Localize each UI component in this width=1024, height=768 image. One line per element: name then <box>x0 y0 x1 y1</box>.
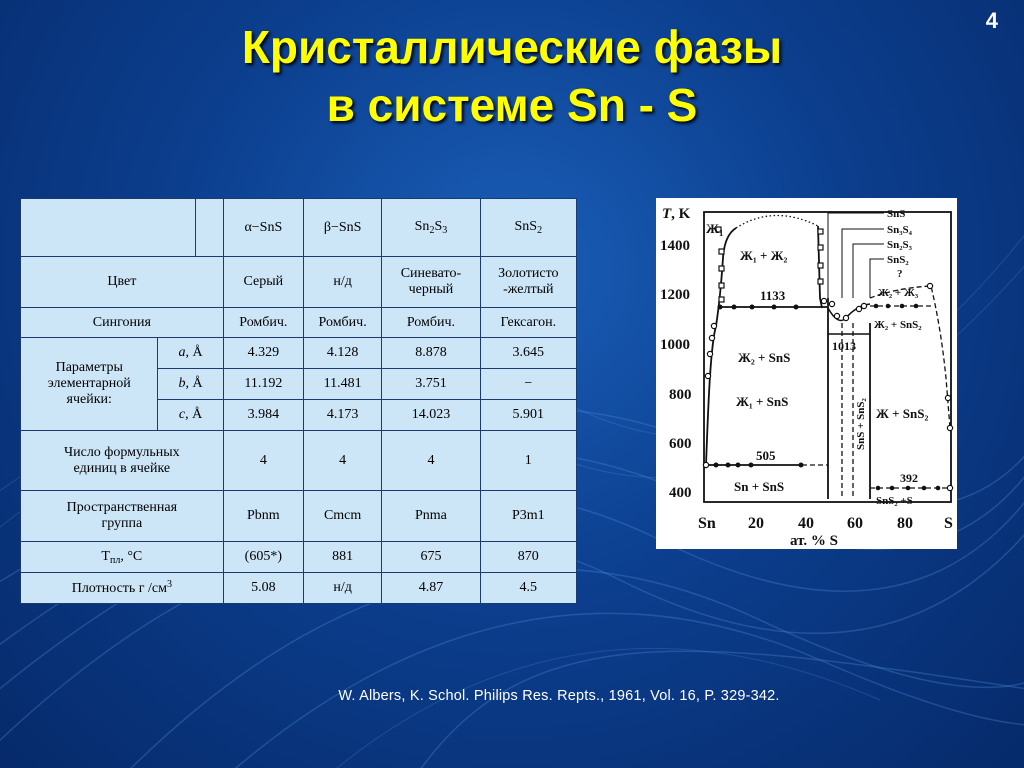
x-tick-label: S <box>944 515 953 532</box>
cell-density-1: 5.08 <box>223 573 303 604</box>
data-marker <box>900 304 905 309</box>
table-row-density <box>21 573 577 604</box>
data-marker <box>818 229 823 234</box>
data-marker <box>705 373 710 378</box>
data-marker <box>906 486 911 491</box>
cell-a-3: 8.878 <box>382 338 480 369</box>
legend-sns2: SnS₂ <box>887 254 909 266</box>
legend-sns: SnS <box>887 208 906 220</box>
legend-pointer-sns <box>828 213 884 298</box>
cell-c-1: 3.984 <box>223 400 303 431</box>
cell-sg-4: P3m1 <box>480 491 576 542</box>
param-a-label: a, Å <box>158 338 223 369</box>
region-label-sn-sns: Sn + SnS <box>734 479 785 494</box>
row-label-formula-units: Число формульных единиц в ячейке <box>21 431 224 491</box>
cell-fu-3: 4 <box>382 431 480 491</box>
cell-b-1: 11.192 <box>223 369 303 400</box>
row-label-space-group: Пространственная группа <box>21 491 224 542</box>
cell-mp-1: (605*) <box>223 542 303 573</box>
phases-table <box>20 198 577 604</box>
data-marker <box>927 283 932 288</box>
cell-color-2: н/д <box>303 257 381 308</box>
cell-color-4: Золотисто -желтый <box>480 257 576 308</box>
label-505: 505 <box>756 448 776 463</box>
data-marker <box>829 301 834 306</box>
cell-sg-3: Pnma <box>382 491 480 542</box>
param-c-label: c, Å <box>158 400 223 431</box>
title-line-1: Кристаллические фазы <box>241 21 783 73</box>
phase-diagram <box>656 198 957 549</box>
cell-density-2: н/д <box>303 573 381 604</box>
slide-title <box>0 18 1024 134</box>
y-tick-label: 1000 <box>660 337 690 353</box>
header-beta-sns: β−SnS <box>303 199 381 257</box>
region-label-l2-l3: Ж₂ + Ж₃ <box>878 287 919 299</box>
data-marker <box>821 298 826 303</box>
question-mark: ? <box>897 268 903 280</box>
data-marker <box>719 249 724 254</box>
slide-number: 4 <box>985 8 998 33</box>
y-tick-label: 1400 <box>660 238 690 254</box>
cell-c-3: 14.023 <box>382 400 480 431</box>
header-sn2s3: $Sn_2S_3$ <box>382 199 480 257</box>
x-axis-label: ат. % S <box>790 533 838 549</box>
table-row-formula-units <box>21 431 577 491</box>
cell-density-4: 4.5 <box>480 573 576 604</box>
data-marker <box>732 305 737 310</box>
title-line-2: в системе Sn - S <box>326 79 698 131</box>
table-row-space-group <box>21 491 577 542</box>
region-label-sns-sns2: SnS + SnS₂ <box>855 398 867 450</box>
data-marker <box>703 462 708 467</box>
table-corner-cell <box>21 199 196 257</box>
data-marker <box>749 463 754 468</box>
region-label-l-sns2: Ж + SnS₂ <box>876 406 929 421</box>
data-marker <box>726 463 731 468</box>
cell-syngony-1: Ромбич. <box>223 308 303 338</box>
data-marker <box>711 323 716 328</box>
x-tick-label: 60 <box>847 515 863 532</box>
region-label-sns2-s: SnS₂ +S <box>876 495 913 507</box>
row-label-params: Параметры элементарной ячейки: <box>21 338 158 431</box>
data-marker <box>719 283 724 288</box>
x-tick-label: 80 <box>897 515 913 532</box>
data-marker <box>876 486 881 491</box>
table-row-melting <box>21 542 577 573</box>
data-marker <box>936 486 941 491</box>
data-marker <box>818 279 823 284</box>
data-marker <box>843 315 848 320</box>
param-b-label: b, Å <box>158 369 223 400</box>
region-label-l1: $Ж_1$ <box>706 221 724 238</box>
data-marker <box>874 304 879 309</box>
data-marker <box>772 305 777 310</box>
liquidus-left-line <box>706 228 736 465</box>
label-1133: 1133 <box>760 288 786 303</box>
cell-syngony-4: Гексагон. <box>480 308 576 338</box>
data-marker <box>719 266 724 271</box>
row-label-syngony: Сингония <box>21 308 224 338</box>
axis-title-t: T, K <box>662 206 691 222</box>
cell-mp-2: 881 <box>303 542 381 573</box>
cell-color-1: Серый <box>223 257 303 308</box>
table-row-color <box>21 257 577 308</box>
data-marker <box>799 463 804 468</box>
label-392: 392 <box>900 471 918 485</box>
data-marker <box>794 305 799 310</box>
data-marker <box>818 263 823 268</box>
region-label-l2-sns2: Ж₂ + SnS₂ <box>874 319 922 331</box>
legend-sn3s4: Sn₃S₄ <box>887 224 912 236</box>
cell-syngony-3: Ромбич. <box>382 308 480 338</box>
cell-mp-4: 870 <box>480 542 576 573</box>
data-marker <box>719 297 724 302</box>
row-label-color: Цвет <box>21 257 224 308</box>
cell-b-4: − <box>480 369 576 400</box>
x-tick-label: 20 <box>748 515 764 532</box>
cell-fu-2: 4 <box>303 431 381 491</box>
data-marker <box>914 304 919 309</box>
table-row-param-a <box>21 338 577 369</box>
data-marker <box>834 313 839 318</box>
cell-fu-4: 1 <box>480 431 576 491</box>
data-marker <box>750 305 755 310</box>
legend-sn2s3: Sn₂S₃ <box>887 239 912 251</box>
cell-c-2: 4.173 <box>303 400 381 431</box>
cell-a-4: 3.645 <box>480 338 576 369</box>
row-label-melting: $T_{пл}$, °C <box>21 542 224 573</box>
y-tick-label: 600 <box>669 436 692 452</box>
data-marker <box>886 304 891 309</box>
y-tick-label: 400 <box>669 485 692 501</box>
cell-c-4: 5.901 <box>480 400 576 431</box>
cell-density-3: 4.87 <box>382 573 480 604</box>
header-sns2: SnS$_2$ <box>480 199 576 257</box>
data-marker <box>818 245 823 250</box>
data-marker <box>736 463 741 468</box>
cell-fu-1: 4 <box>223 431 303 491</box>
x-tick-label: Sn <box>698 515 716 532</box>
data-marker <box>922 486 927 491</box>
table-corner-cell-small <box>195 199 223 257</box>
data-marker <box>947 425 952 430</box>
cell-sg-1: Pbnm <box>223 491 303 542</box>
label-1013: 1013 <box>832 339 856 353</box>
cell-a-2: 4.128 <box>303 338 381 369</box>
data-marker <box>856 306 861 311</box>
cell-color-3: Синевато- черный <box>382 257 480 308</box>
cell-b-3: 3.751 <box>382 369 480 400</box>
cell-b-2: 11.481 <box>303 369 381 400</box>
data-marker <box>709 335 714 340</box>
data-marker <box>707 351 712 356</box>
table-header-row <box>21 199 577 257</box>
y-tick-label: 1200 <box>660 287 690 303</box>
header-alpha-sns: α−SnS <box>223 199 303 257</box>
cell-syngony-2: Ромбич. <box>303 308 381 338</box>
data-marker <box>890 486 895 491</box>
citation: W. Albers, K. Schol. Philips Res. Repts., 1961, Vol. 16, P. 329-342. <box>338 688 780 704</box>
data-marker <box>947 485 952 490</box>
region-label-l1-sns: Ж₁ + SnS <box>736 394 789 409</box>
cell-a-1: 4.329 <box>223 338 303 369</box>
x-tick-label: 40 <box>798 515 814 532</box>
data-marker <box>714 463 719 468</box>
table-row-syngony <box>21 308 577 338</box>
cell-mp-3: 675 <box>382 542 480 573</box>
data-marker <box>718 305 723 310</box>
y-tick-label: 800 <box>669 387 692 403</box>
data-marker <box>861 303 866 308</box>
miscibility-dome <box>736 215 818 228</box>
row-label-density: Плотность г $/см^3$ <box>21 573 224 604</box>
region-label-l1-l2: Ж₁ + Ж₂ <box>740 248 788 263</box>
region-label-l2-sns: Ж₂ + SnS <box>738 350 791 365</box>
data-marker <box>945 395 950 400</box>
cell-sg-2: Cmcm <box>303 491 381 542</box>
